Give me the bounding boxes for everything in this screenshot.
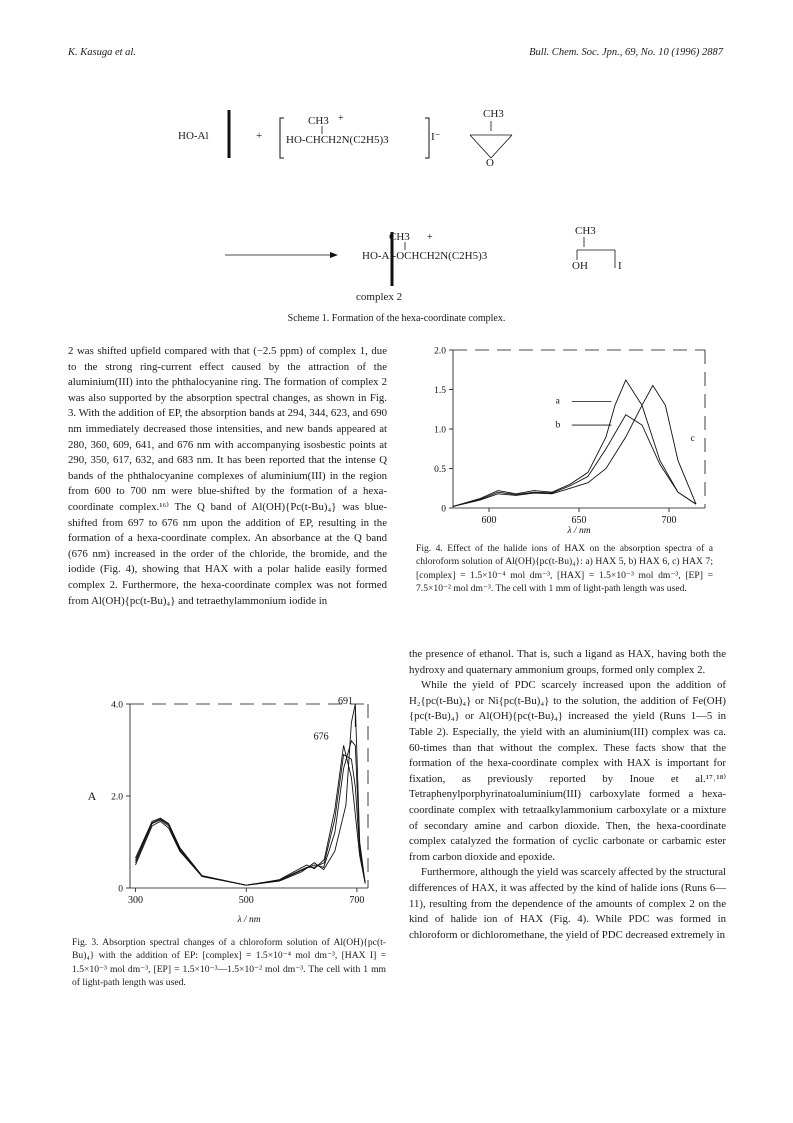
y-axis-label: A	[87, 789, 97, 803]
x-axis-label: λ / nm	[237, 915, 261, 925]
annotation-691: 691	[337, 696, 353, 707]
x-tick-label: 650	[571, 515, 587, 526]
scheme-ch3-epoxide: CH3	[483, 108, 504, 120]
series-line-1	[136, 704, 366, 885]
y-tick-label: 0	[118, 884, 123, 895]
scheme-ch3-opened: CH3	[575, 225, 596, 237]
scheme-drawing	[0, 0, 793, 330]
legend-label-b: b	[555, 420, 561, 431]
fig4-caption: Fig. 4. Effect of the halide ions of HAX on the absorption spectra of a chloroform solution of Al(OH){pc(t-Bu)₄}: a) HAX 5, b) HAX 6, c) HAX 7; [complex] = 1.5×10⁻⁴ mol dm⁻³, [HAX] = 1.5×10⁻³ mol dm⁻³, [EP] = 7.5×10⁻² mol dm⁻³. The cell with 1 mm of light-path length was used.	[416, 543, 713, 595]
y-tick-label: 0.5	[434, 465, 446, 475]
scheme-epoxide-oxygen: O	[486, 157, 494, 169]
annotation-676: 676	[313, 731, 329, 743]
scheme-product-formula: HO-Al-OCHCH2N(C2H5)3	[362, 250, 488, 262]
series-line-a	[453, 380, 696, 506]
scheme-1	[0, 0, 793, 330]
series-line-3	[136, 755, 366, 886]
x-tick-label: 700	[661, 515, 677, 526]
legend-label-a: a	[555, 396, 560, 407]
y-tick-label: 0	[441, 504, 446, 515]
scheme-i-label: I	[618, 260, 622, 272]
running-journal: Bull. Chem. Soc. Jpn., 69, No. 10 (1996) 2887	[529, 47, 723, 58]
right-column-text	[409, 647, 726, 943]
x-tick-label: 700	[349, 895, 365, 906]
x-axis-label: λ / nm	[567, 526, 591, 536]
legend-label-c: c	[690, 433, 695, 444]
scheme-ch3-reagent: CH3	[308, 115, 329, 127]
left-column-text	[68, 344, 387, 609]
series-line-c	[453, 386, 696, 507]
paragraph: While the yield of PDC scarcely increased upon the addition of H₂{pc(t-Bu)₄} or Ni{pc(t-Bu)₄} to the solution, the addition of Fe(OH){pc(t-Bu)₄} or Al(OH){pc(t-Bu)₄} increased the yield (Runs 1—5 in Table 2). Especially, the yield with an aluminium(III) complex was ca. 60-times than that without the complex. These facts show that the formation of the hexa-coordinate complex with HAX is important for fixation, as previously reported by Inoue et al.¹⁷˒¹⁸⁾ Tetraphenylporphyrinatoaluminium(III) carboxylate formed a hexa-coordinate complex with tetraalkylammonium carboxylate or a mixture of secondary amine and carbon dioxide. Then, the hexa-coordinate complex catalyzed the formation of cyclic carbonate or carbamic ester from carbon dioxide and epoxide.	[409, 679, 726, 863]
scheme-iodide: I⁻	[431, 131, 441, 143]
fig4-chart	[405, 338, 725, 538]
series-line-2	[136, 741, 366, 885]
paragraph: Furthermore, although the yield was scarcely affected by the structural differences of HAX, it was affected by the kind of halide ions (Runs 6—11), resulting from the dependence of the amounts of complex 2 on the kind of halide ion of HAX (Fig. 4). While PDC was formed in chloroform or dichloromethane, the yield of PDC decreased extremely in	[409, 866, 727, 941]
x-tick-label: 300	[128, 895, 144, 906]
figure-4	[405, 338, 725, 538]
scheme-ch3-product: CH3	[389, 231, 410, 243]
figure-3	[68, 690, 388, 940]
scheme-plus-1: +	[256, 130, 263, 142]
y-tick-label: 1.5	[434, 386, 446, 396]
fig3-chart	[68, 690, 388, 940]
scheme-hydroxy: OH	[572, 260, 588, 272]
scheme-reagent-formula: HO-CHCH2N(C2H5)3	[286, 134, 389, 146]
paragraph: the presence of ethanol. That is, such a ligand as HAX, having both the hydroxy and quaternary ammonium groups, formed only complex 2.	[409, 648, 726, 676]
y-tick-label: 2.0	[111, 792, 123, 803]
y-tick-label: 1.0	[434, 425, 446, 436]
x-tick-label: 500	[238, 895, 254, 906]
series-line-4	[136, 745, 366, 885]
x-tick-label: 600	[481, 515, 497, 526]
scheme-caption: Scheme 1. Formation of the hexa-coordinate complex.	[287, 313, 506, 324]
scheme-charge-product: +	[427, 232, 433, 243]
y-tick-label: 4.0	[111, 700, 123, 711]
paragraph: 2 was shifted upfield compared with that (−2.5 ppm) of complex 1, due to the strong ring-current effect caused by the attraction of the aluminium(III) into the phthalocyanine ring. The formation of complex 2 was also supported by the absorption spectral changes, as shown in Fig. 3. With the addition of EP, the absorption bands at 294, 344, 623, and 690 nm immediately decreased those intensities, and new bands appeared at 280, 360, 609, 641, and 676 nm with accompanying isosbestic points at 290, 350, 617, 632, and 683 nm. It has been reported that the intense Q bands of the phthalocyanine complexes of aluminium(III) in the region from 600 to 700 nm were blue-shifted by the formation of a hexa-coordinate complex.¹⁶⁾ The Q band of Al(OH){Pc(t-Bu)₄} was blue-shifted from 697 to 676 nm upon the addition of EP, resulting in the formation of a hexa-coordinate complex. An absorbance at the Q band (676 nm) increased in the order of the chloride, the bromide, and the iodide (Fig. 4), showing that HAX with a polar halide easily formed complex 2. Furthermore, the hexa-coordinate complex was not formed from Al(OH){pc(t-Bu)₄} and tetraethylammonium iodide in	[68, 345, 387, 607]
running-author: K. Kasuga et al.	[68, 47, 136, 58]
scheme-alpc-reactant: HO-Al	[178, 130, 209, 142]
fig3-caption: Fig. 3. Absorption spectral changes of a chloroform solution of Al(OH){pc(t-Bu)₄} with the addition of EP: [complex] = 1.5×10⁻⁴ mol dm⁻³, [HAX I] = 1.5×10⁻³ mol dm⁻³, [EP] = 1.5×10⁻³—1.5×10⁻² mol dm⁻³. The cell with 1 mm of light-path length was used.	[72, 937, 386, 989]
scheme-product-name: complex 2	[356, 291, 403, 303]
y-tick-label: 2.0	[434, 346, 446, 357]
scheme-charge-reagent: +	[338, 113, 344, 124]
